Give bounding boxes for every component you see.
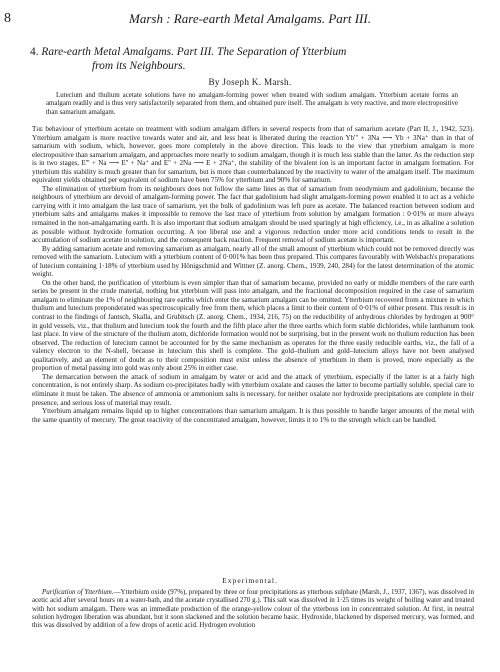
- body-paragraph-6: Ytterbium amalgam remains liquid up to higher concentrations than samarium amalgam. It is thus possible to handle larger amounts of the metal with the same quantity of mercury. The great reactivity of the concentrated amalgam, however, limits it to 1% to the strength which can be handled.: [32, 407, 474, 424]
- abstract-paragraph: Lutecium and thulium acetate solutions have no amalgam-forming power when treated with sodium amalgam. Ytterbium acetate forms an amalgam readily and is thus very satisfactorily separated from them, and obtained pure itself. The amalgam is very reactive, and more electropositive than samarium amalgam.: [46, 92, 458, 116]
- body-paragraph-4: On the other hand, the purification of ytterbium is even simpler than that of samarium because, provided no early or middle members of the rare earth series be present in the crude material, nothing but ytterbium will pass into amalgam, and the fractional decomposition required in the case of samarium amalgam to eliminate the 1% of neighbouring rare earths which enter the samarium amalgam can be omitted. Ytterbium recovered from a mixture in which thulium and lutecium preponderated was spectroscopically free from them, which places a limit to their content of 0·01% of either present. This result is in contrast to the findings of Jantsch, Skalla, and Grubitsch (Z. anorg. Chem., 1934, 216, 75) on the reducibility of anhydrous chlorides by hydrogen at 900° in gold vessels, viz., that thulium and lutecium took the fourth and the fifth place after the three earths which form stable dichlorides, while lanthanum took last place. In view of the structure of the thulium atom, dichloride formation would not be surprising, but in the present work no thulium reduction has been observed. The reduction of lutecium cannot be accounted for by the same mechanism as operates for the three easily reducible earths, viz., the fall of a valency electron to the N-shell, because in lutecium this shell is complete. The gold–thulium and gold–lutecium alloys have not been analysed qualitatively, and an element of doubt as to their composition must exist unless the absence of ytterbium in them is proved, more especially as the proportion of metal passing into gold was only about 25% in either case.: [32, 278, 474, 373]
- article-title-line-1: Rare-earth Metal Amalgams. Part III. The Separation of Ytterbium: [41, 46, 347, 58]
- experimental-paragraph-1: [32, 588, 474, 629]
- body-paragraph-1: [32, 125, 474, 185]
- body-paragraph-1-text: behaviour of ytterbium acetate on treatment with sodium amalgam differs in several respects from that of samarium acetate (Part II, J., 1942, 523). Ytterbium amalgam is more reactive towards water and air, and less heat is liberated during the reaction Yb''' + 3Na ⟶ Yb + 3Na⁺ than in that of samarium with sodium, which, however, goes more completely in the above direction. This leads to the view that ytterbium amalgam is more electropositive than samarium amalgam, and approaches more nearly to sodium amalgam, though it is much less stable than the latter. As the reduction step is in two stages, E''' + Na ⟶ E'' + Na⁺ and E'' + 2Na ⟶ E + 2Na⁺, the stability of the bivalent ion is an important factor in amalgam formation. For ytterbium this stability is much greater than for samarium, but is more than counterbalanced by the reactivity to water of the amalgam itself. The maximum equivalent yields obtained per equivalent of sodium have been 75% for ytterbium and 90% for samarium.: [32, 125, 474, 185]
- main-text: [32, 125, 474, 424]
- article-number: 4.: [30, 46, 39, 58]
- abstract: [46, 92, 458, 117]
- paragraph-heading: Purification of Ytterbium.: [42, 588, 114, 596]
- body-paragraph-5: The demarcation between the attack of sodium in amalgam by water or acid and the attack of ytterbium, especially if the latter is at a fairly high concentration, is not entirely sharp. As sodium co-precipitates badly with ytterbium oxalate and causes the latter to become partially soluble, special care to eliminate it must be taken. The absence of ammonia or ammonium salts is necessary, for neither oxalate nor hydroxide precipitations are complete in their presence, and serious loss of material may result.: [32, 372, 474, 407]
- body-paragraph-3: By adding samarium acetate and removing samarium as amalgam, nearly all of the small amount of ytterbium which could not be removed directly was removed with the samarium. Lutecium with a ytterbium content of 0·001% has been thus prepared. This compares favourably with Welsbach's preparations of lutecium containing 1·18% of ytterbium used by Hönigschmid and Wittner (Z. anorg. Chem., 1939, 240, 284) for the latest determination of the atomic weight.: [32, 244, 474, 279]
- author-line: By Joseph K. Marsh.: [208, 77, 292, 87]
- article-title-line-2: from its Neighbours.: [92, 60, 186, 72]
- experimental-section: [32, 588, 474, 629]
- article-title: [30, 45, 470, 73]
- experimental-paragraph-1-text: —Ytterbium oxide (97%), prepared by three or four precipitations as ytterbous sulphate (Marsh, J., 1937, 1367), was dissolved in acetic acid after several hours on a water-bath, and the acetate crystallised 270 g.). This salt was dissolved in 1·25 times its weight of boiling water and treated with hot sodium amalgam. There was an immediate production of the orange-yellow colour of the ytterbous ion in concentrated solution. At first, in neutral solution hydrogen liberation was abundant, but it soon slackened and the solution became basic. Hydroxide, blackened by dispersed mercury, was formed, and this was dissolved by addition of a few drops of acetic acid. Hydrogen evolution: [32, 588, 474, 630]
- running-title: Marsh : Rare-earth Metal Amalgams. Part III.: [129, 11, 371, 26]
- section-heading-experimental: Experimental.: [222, 576, 278, 585]
- page-header: [0, 11, 500, 27]
- opening-word: The: [32, 125, 43, 133]
- body-paragraph-2: The elimination of ytterbium from its neighbours does not follow the same lines as that of samarium from neodymium and gadolinium, because the neighbours of ytterbium are devoid of amalgam-forming power. The fact that gadolinium had slight amalgam-forming power enabled it to act as a vehicle carrying with it into amalgam the last trace of samarium, yet the bulk of gadolinium was left pure as acetate. The balanced reaction between sodium and ytterbium salts and amalgams makes it impossible to remove the last trace of ytterbium from solution by amalgam formation : 0·01% or more always remained in the non-amalgamating earth. It is also important that sodium amalgam should be used sparingly at high efficiency, i.e., in as alkaline a solution as possible without hydroxide formation occurring. A too liberal use and a vigorous reduction under more acid conditions tends to result in the accumulation of sodium acetate in solution, and the consequent back reaction. Frequent removal of sodium acetate is important.: [32, 184, 474, 245]
- page-number: 8: [4, 11, 11, 26]
